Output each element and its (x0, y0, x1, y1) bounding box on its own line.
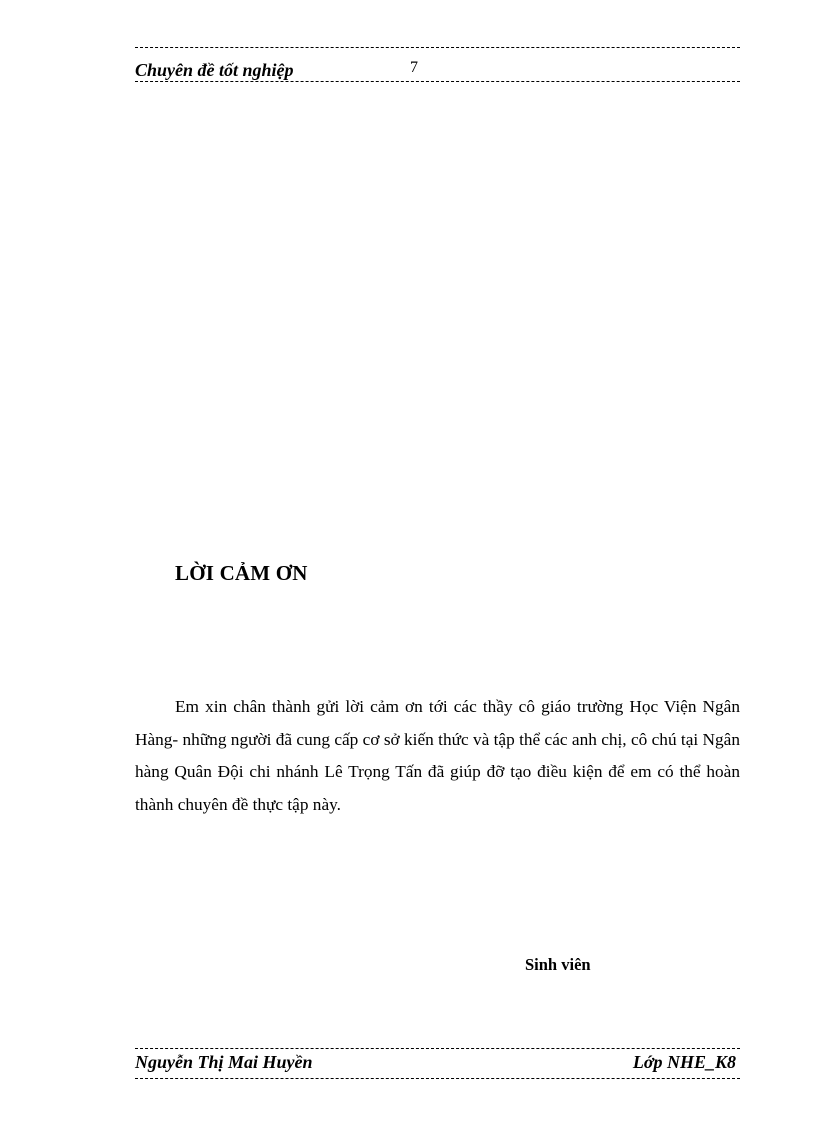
page-number: 7 (410, 59, 418, 76)
footer-bottom-divider (135, 1078, 740, 1079)
footer-class: Lớp NHE_K8 (632, 1052, 736, 1072)
footer-author: Nguyễn Thị Mai Huyền (135, 1052, 313, 1072)
acknowledgement-paragraph: Em xin chân thành gửi lời cảm ơn tới các thầy cô giáo trường Học Viện Ngân Hàng- những người đã cung cấp cơ sở kiến thức và tập thể các anh chị, cô chú tại Ngân hàng Quân Đội chi nhánh Lê Trọng Tấn đã giúp đỡ tạo điều kiện để em có thể hoàn thành chuyên đề thực tập này. (135, 697, 740, 815)
header-bottom-divider (135, 81, 740, 82)
header-top-divider (135, 47, 740, 48)
acknowledgement-heading: LỜI CẢM ƠN (175, 561, 308, 585)
header-title: Chuyên đề tốt nghiệp (135, 60, 294, 80)
footer-top-divider (135, 1048, 740, 1049)
signer-label: Sinh viên (525, 955, 591, 974)
